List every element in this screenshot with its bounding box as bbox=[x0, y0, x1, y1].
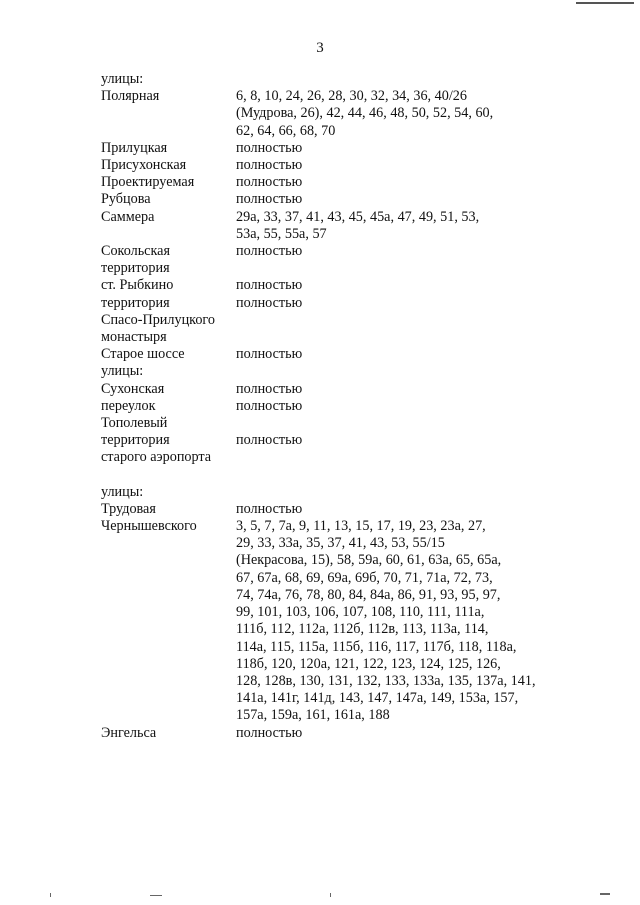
house-numbers bbox=[236, 243, 581, 277]
house-numbers-line: (Мудрова, 26), 42, 44, 46, 48, 50, 52, 54, 60, bbox=[236, 105, 494, 122]
street-name bbox=[101, 277, 236, 294]
house-numbers bbox=[236, 381, 581, 398]
street-name bbox=[101, 398, 236, 415]
house-numbers-line: полностью bbox=[236, 174, 303, 191]
section-header: улицы: bbox=[101, 363, 144, 380]
street-name bbox=[101, 140, 236, 157]
street-name-line: Старое шоссе bbox=[101, 346, 185, 363]
street-name-line: территория bbox=[101, 432, 170, 449]
house-numbers-line: полностью bbox=[236, 397, 303, 414]
street-name bbox=[101, 381, 236, 398]
street-name bbox=[101, 295, 236, 347]
house-numbers-line: 29, 33, 33а, 35, 37, 41, 43, 53, 55/15 bbox=[236, 535, 445, 552]
street-name-line: Спасо-Прилуцкого bbox=[101, 311, 215, 328]
house-numbers-line bbox=[236, 415, 581, 432]
street-row bbox=[101, 209, 581, 243]
street-name-line: Проектируемая bbox=[101, 174, 195, 191]
street-name bbox=[101, 88, 236, 140]
street-name-line: Саммера bbox=[101, 208, 155, 225]
house-numbers bbox=[236, 295, 581, 347]
house-numbers-line: 141а, 141г, 141д, 143, 147, 147а, 149, 153а, 157, bbox=[236, 690, 519, 707]
house-numbers-line: 6, 8, 10, 24, 26, 28, 30, 32, 34, 36, 40/26 bbox=[236, 88, 467, 105]
street-row bbox=[101, 140, 581, 157]
street-name-line: переулок bbox=[101, 397, 156, 414]
house-numbers-line: полностью bbox=[236, 243, 303, 260]
section-header: улицы: bbox=[101, 71, 144, 87]
house-numbers-line: полностью bbox=[236, 294, 303, 311]
street-row bbox=[101, 191, 581, 208]
house-numbers-line: 118б, 120, 120а, 121, 122, 123, 124, 125, 126, bbox=[236, 655, 501, 672]
street-name-line: старого аэропорта bbox=[101, 449, 212, 466]
street-name-line: территория bbox=[101, 260, 170, 277]
street-row bbox=[101, 725, 581, 742]
house-numbers-line: полностью bbox=[236, 191, 303, 208]
scan-mark bbox=[600, 893, 610, 895]
house-numbers bbox=[236, 346, 581, 363]
house-numbers bbox=[236, 398, 581, 415]
street-row bbox=[101, 157, 581, 174]
house-numbers-line: полностью bbox=[236, 139, 303, 156]
street-name bbox=[101, 518, 236, 724]
house-numbers bbox=[236, 88, 581, 140]
street-name-line: Прилуцкая bbox=[101, 139, 168, 156]
house-numbers bbox=[236, 518, 581, 724]
house-numbers-line: полностью bbox=[236, 380, 303, 397]
street-name-line: Рубцова bbox=[101, 191, 151, 208]
house-numbers-line: 157а, 159а, 161, 161а, 188 bbox=[236, 707, 390, 724]
house-numbers-line: 99, 101, 103, 106, 107, 108, 110, 111, 111а, bbox=[236, 604, 485, 621]
house-numbers bbox=[236, 415, 581, 467]
house-numbers-line: полностью bbox=[236, 724, 303, 741]
house-numbers-line: 67, 67а, 68, 69, 69а, 69б, 70, 71, 71а, 72, 73, bbox=[236, 569, 493, 586]
house-numbers bbox=[236, 191, 581, 208]
street-name bbox=[101, 725, 236, 742]
house-numbers-line: 53а, 55, 55а, 57 bbox=[236, 225, 327, 242]
house-numbers-line: полностью bbox=[236, 432, 303, 449]
house-numbers bbox=[236, 140, 581, 157]
street-row bbox=[101, 88, 581, 140]
street-row bbox=[101, 398, 581, 415]
street-row bbox=[101, 174, 581, 191]
street-name-line: Присухонская bbox=[101, 157, 187, 174]
street-name-line: Энгельса bbox=[101, 724, 157, 741]
house-numbers-line: 3, 5, 7, 7а, 9, 11, 13, 15, 17, 19, 23, 23а, 27, bbox=[236, 518, 486, 535]
street-name bbox=[101, 243, 236, 277]
street-name bbox=[101, 157, 236, 174]
street-row bbox=[101, 501, 581, 518]
street-name-line: Тополевый bbox=[101, 415, 168, 432]
street-name bbox=[101, 346, 236, 363]
scan-corner-mark bbox=[576, 2, 634, 7]
house-numbers-line: полностью bbox=[236, 157, 303, 174]
street-row bbox=[101, 346, 581, 363]
street-row bbox=[101, 518, 581, 724]
street-name bbox=[101, 209, 236, 243]
house-numbers-line: 29а, 33, 37, 41, 43, 45, 45а, 47, 49, 51, 53, bbox=[236, 208, 480, 225]
house-numbers bbox=[236, 174, 581, 191]
house-numbers-line: (Некрасова, 15), 58, 59а, 60, 61, 63а, 65, 65а, bbox=[236, 552, 502, 569]
street-row bbox=[101, 243, 581, 277]
section-gap bbox=[101, 467, 581, 484]
house-numbers bbox=[236, 157, 581, 174]
street-list bbox=[101, 71, 581, 742]
street-row bbox=[101, 415, 581, 467]
section-header-row bbox=[101, 484, 581, 501]
section-header-row bbox=[101, 71, 581, 88]
house-numbers-line: 62, 64, 66, 68, 70 bbox=[236, 122, 336, 139]
section-header-row bbox=[101, 363, 581, 380]
house-numbers bbox=[236, 501, 581, 518]
house-numbers-line: полностью bbox=[236, 346, 303, 363]
house-numbers-line: 74, 74а, 76, 78, 80, 84, 84а, 86, 91, 93, 95, 97, bbox=[236, 586, 501, 603]
page-number: 3 bbox=[316, 40, 324, 56]
house-numbers-line: 114а, 115, 115а, 115б, 116, 117, 117б, 118, 118а, bbox=[236, 638, 517, 655]
scan-mark bbox=[330, 893, 331, 897]
street-name-line: Трудовая bbox=[101, 500, 156, 517]
street-name-line: монастыря bbox=[101, 329, 167, 346]
street-name-line: Сухонская bbox=[101, 380, 165, 397]
street-name bbox=[101, 415, 236, 467]
street-row bbox=[101, 295, 581, 347]
section-header: улицы: bbox=[101, 483, 144, 500]
house-numbers-line: полностью bbox=[236, 500, 303, 517]
street-name-line: Полярная bbox=[101, 88, 160, 105]
street-name-line: Чернышевского bbox=[101, 518, 197, 535]
house-numbers bbox=[236, 725, 581, 742]
house-numbers-line: полностью bbox=[236, 277, 303, 294]
street-name-line: ст. Рыбкино bbox=[101, 277, 174, 294]
street-name bbox=[101, 501, 236, 518]
scan-mark bbox=[150, 895, 162, 896]
house-numbers-line: 111б, 112, 112а, 112б, 112в, 113, 113а, 114, bbox=[236, 621, 489, 638]
street-name-line: территория bbox=[101, 294, 170, 311]
house-numbers-line: 128, 128в, 130, 131, 132, 133, 133а, 135, 137а, 141, bbox=[236, 672, 536, 689]
street-row bbox=[101, 277, 581, 294]
street-name-line: Сокольская bbox=[101, 243, 170, 260]
street-name bbox=[101, 191, 236, 208]
house-numbers bbox=[236, 209, 581, 243]
scan-mark bbox=[50, 893, 51, 897]
house-numbers bbox=[236, 277, 581, 294]
street-name bbox=[101, 174, 236, 191]
street-row bbox=[101, 381, 581, 398]
